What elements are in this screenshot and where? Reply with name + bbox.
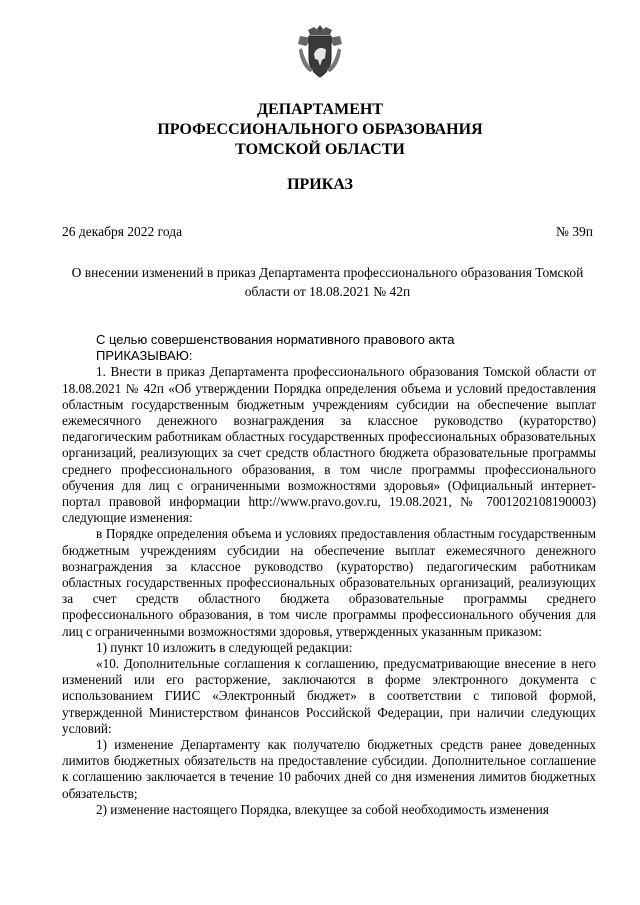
department-title-line-3: ТОМСКОЙ ОБЛАСТИ	[235, 141, 405, 158]
purpose-paragraph: С целью совершенствования нормативного правового акта	[96, 332, 455, 347]
document-type: ПРИКАЗ	[287, 176, 353, 193]
document-number: № 39п	[556, 224, 593, 239]
item-1-paragraph: 1. Внести в приказ Департамента профессионального образования Томской области от 18.08.2021 № 42п «Об утверждении Порядка определения объема и условий предоставления областным государственным бюджетным учреждениям субсидии на обеспечение выплат ежемесячного денежного вознаграждения за классное руководство (кураторство) педагогическим работникам областных государственных профессиональных образовательных организаций, реализующих за счет средств областного бюджета образовательные программы среднего профессионального образования, в том числе программы профессионального обучения для лиц с ограниченными возможностями здоровья» (Официальный интернет-портал правовой информации http://www.pravo.gov.ru, 19.08.2021, № 7001202108190003) следующие изменения:	[62, 364, 596, 526]
condition-1-paragraph: 1) изменение Департаменту как получателю бюджетных средств ранее доведенных лимитов бюджетных обязательств на предоставление субсидии. Дополнительное соглашение к соглашению заключается в течение 10 рабочих дней со дня изменения лимитов бюджетных обязательств;	[62, 737, 596, 801]
order-word: ПРИКАЗЫВАЮ:	[96, 348, 193, 364]
document-date: 26 декабря 2022 года	[62, 224, 183, 239]
department-title-line-1: ДЕПАРТАМЕНТ	[257, 101, 383, 118]
subitem-1-paragraph: 1) пункт 10 изложить в следующей редакции:	[96, 639, 353, 655]
procedure-paragraph: в Порядке определения объема и условиях предоставления областным государственным бюджетным учреждениям субсидии на обеспечение выплат ежемесячного денежного вознаграждения за классное руководство (кураторство) педагогическим работникам областных государственных профессиональных образовательных организаций, реализующих за счет средств областного бюджета образовательные программы среднего профессионального образования, в том числе программы профессионального обучения для лиц с ограниченными возможностями здоровья, утвержденных указанным приказом:	[62, 526, 596, 639]
document-subject: О внесении изменений в приказ Департамента профессионального образования Томской области от 18.08.2021 № 42п	[71, 265, 584, 299]
department-title-line-2: ПРОФЕССИОНАЛЬНОГО ОБРАЗОВАНИЯ	[157, 121, 483, 138]
point-10-paragraph: «10. Дополнительные соглашения к соглашению, предусматривающие внесение в него изменений или его расторжение, заключаются в форме электронного документа с использованием ГИИС «Электронный бюджет» в соответствии с типовой формой, утвержденной Министерством финансов Российской Федерации, при наличии следующих условий:	[62, 656, 596, 736]
document-body	[62, 332, 596, 818]
coat-of-arms-icon	[296, 24, 344, 80]
condition-2-paragraph: 2) изменение настоящего Порядка, влекущее за собой необходимость изменения	[96, 801, 549, 817]
